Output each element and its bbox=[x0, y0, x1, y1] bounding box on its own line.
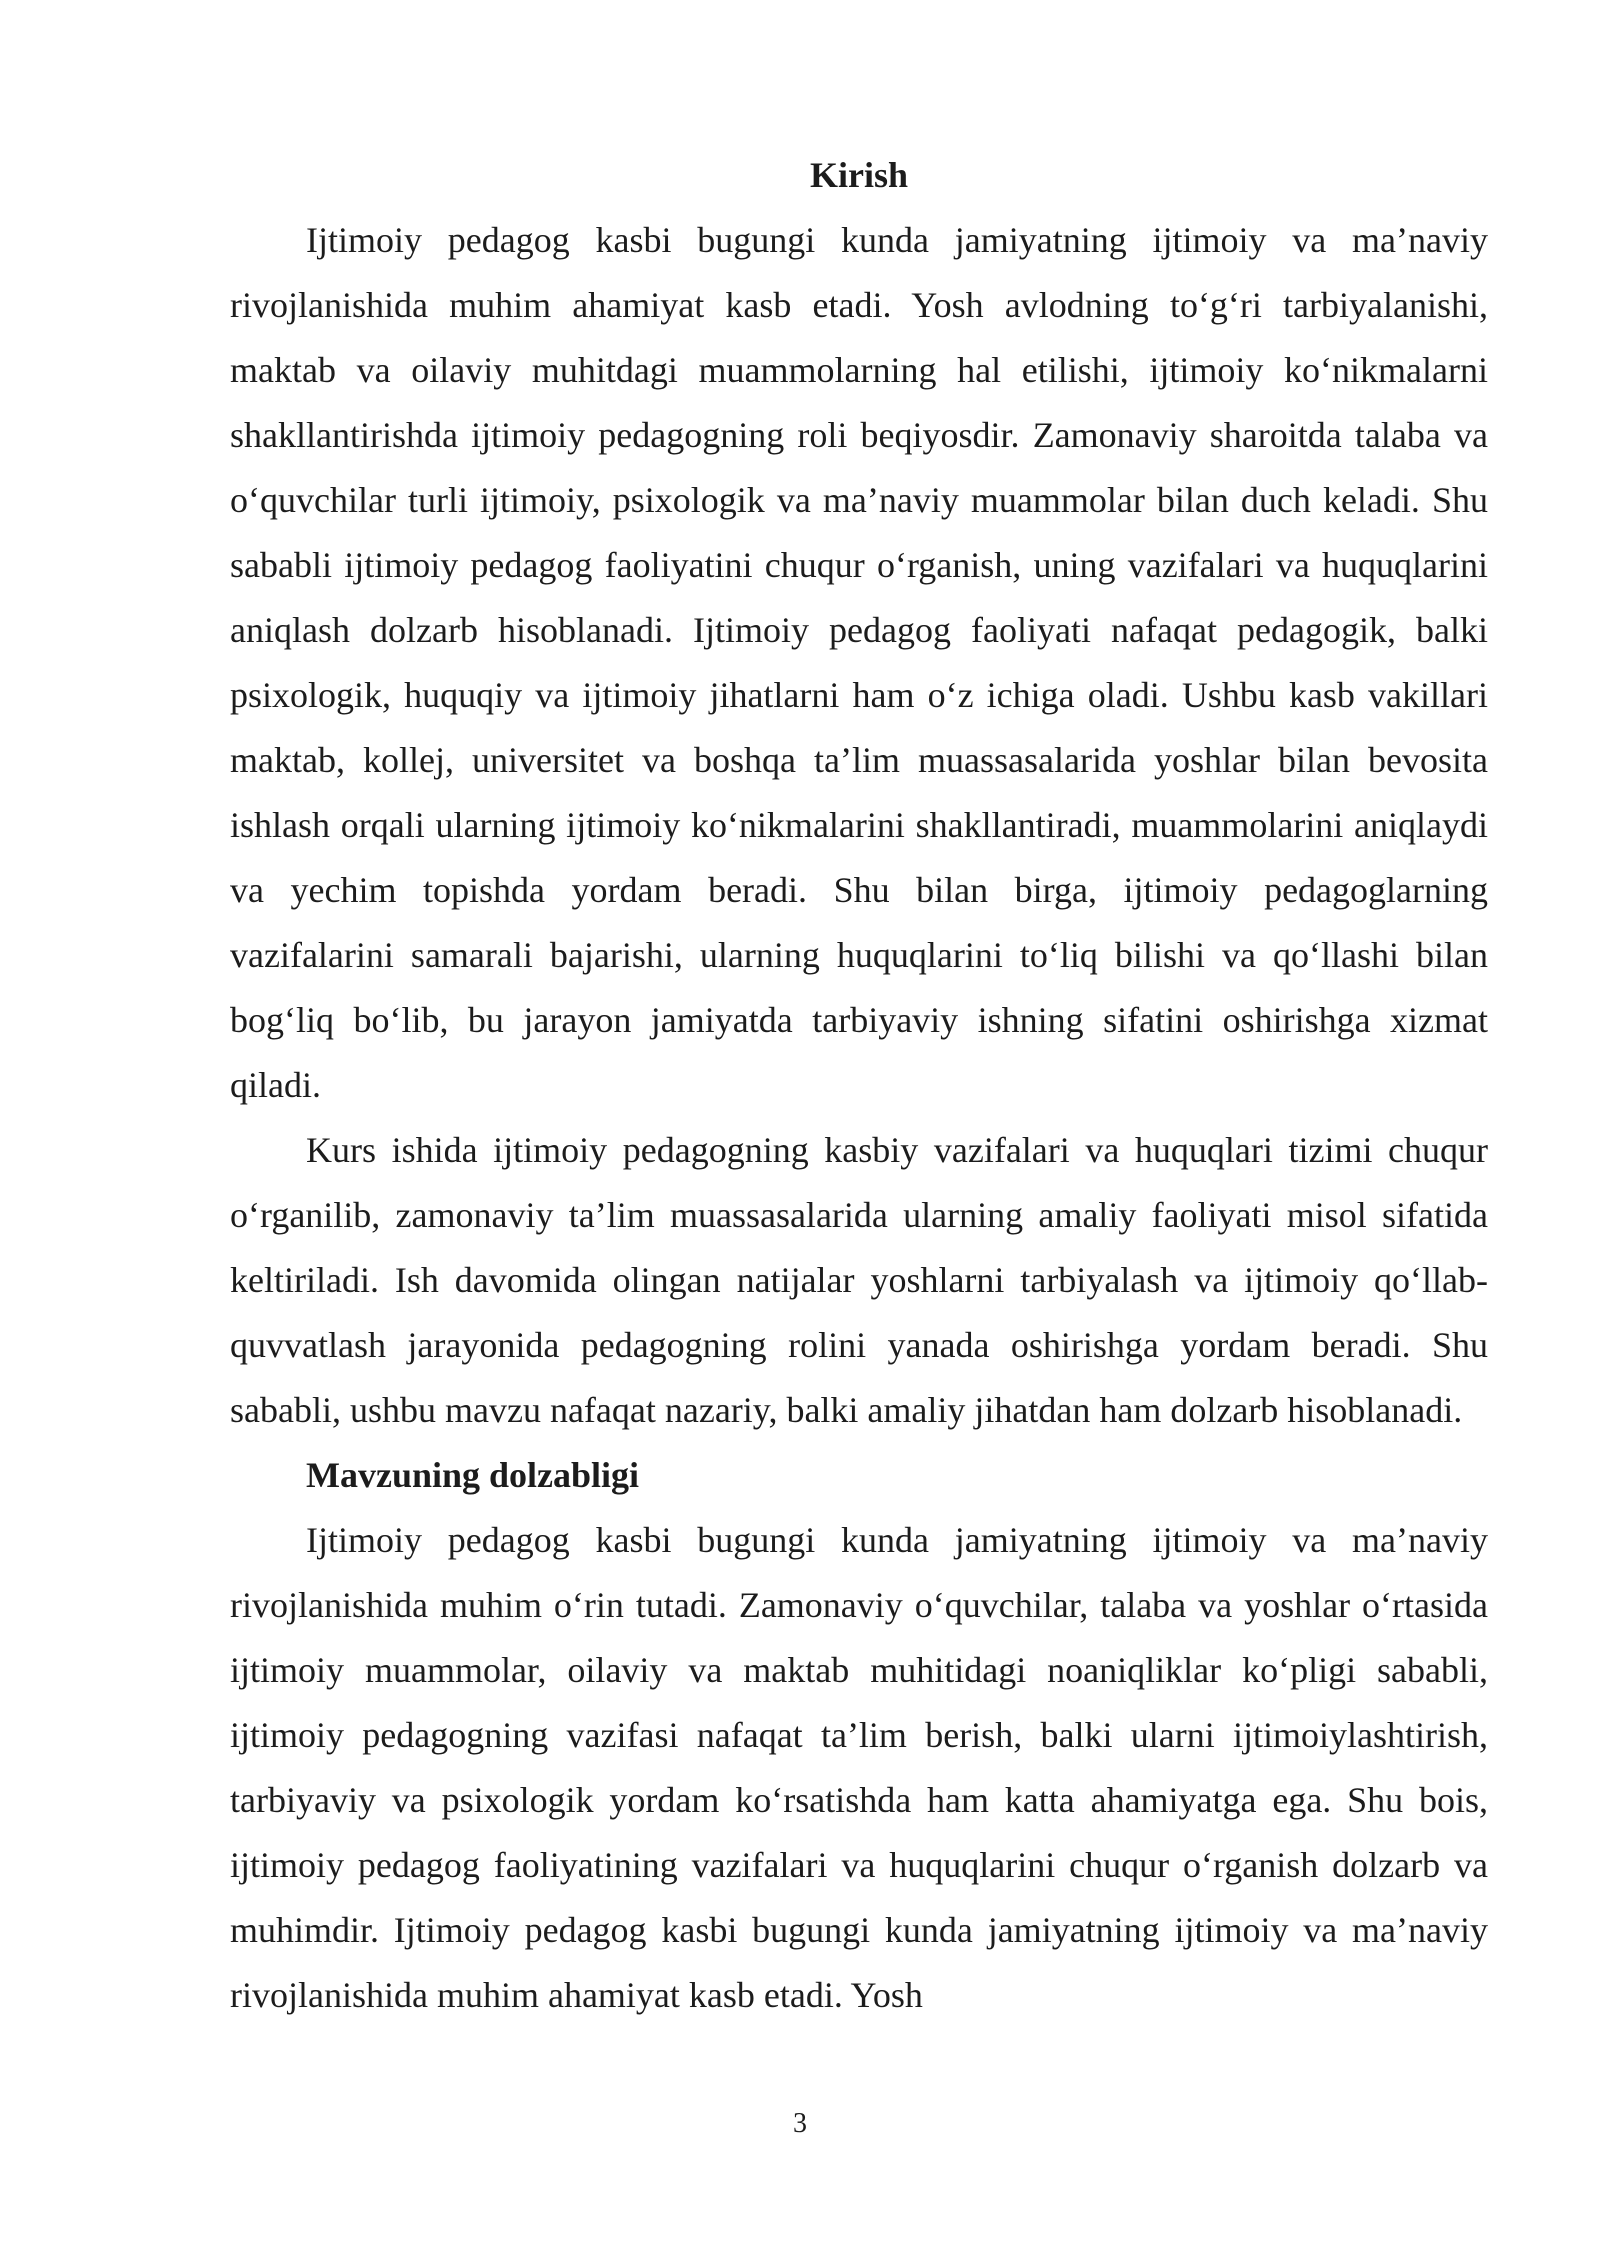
section-heading: Mavzuning dolzabligi bbox=[306, 1455, 640, 1495]
page-number: 3 bbox=[793, 2108, 807, 2139]
section-paragraph: Ijtimoiy pedagog kasbi bugungi kunda jamiyatning ijtimoiy va ma’naviy rivojlanishida muhim o‘rin tutadi. Zamonaviy o‘quvchilar, talaba va yoshlar o‘rtasida ijtimoiy muammolar, oilaviy va maktab muhitidagi noaniqliklar ko‘pligi sababli, ijtimoiy pedagogning vazifasi nafaqat ta’lim berish, balki ularni ijtimoiylashtirish, tarbiyaviy va psixologik yordam ko‘rsatishda ham katta ahamiyatga ega. Shu bois, ijtimoiy pedagog faoliyatining vazifalari va huquqlarini chuqur o‘rganish dolzarb va muhimdir. Ijtimoiy pedagog kasbi bugungi kunda jamiyatning ijtimoiy va ma’naviy rivojlanishida muhim ahamiyat kasb etadi. Yosh bbox=[230, 1520, 1488, 2015]
document-page bbox=[230, 143, 1488, 2028]
page-title: Kirish bbox=[809, 155, 908, 195]
intro-paragraph-2: Kurs ishida ijtimoiy pedagogning kasbiy vazifalari va huquqlari tizimi chuqur o‘rganilib, zamonaviy ta’lim muassasalarida ularning amaliy faoliyati misol sifatida keltiriladi. Ish davomida olingan natijalar yoshlarni tarbiyalash va ijtimoiy qo‘llab-quvvatlash jarayonida pedagogning rolini yanada oshirishga yordam beradi. Shu sababli, ushbu mavzu nafaqat nazariy, balki amaliy jihatdan ham dolzarb hisoblanadi. bbox=[230, 1130, 1488, 1430]
intro-paragraph-1: Ijtimoiy pedagog kasbi bugungi kunda jamiyatning ijtimoiy va ma’naviy rivojlanishida muhim ahamiyat kasb etadi. Yosh avlodning to‘g‘ri tarbiyalanishi, maktab va oilaviy muhitdagi muammolarning hal etilishi, ijtimoiy ko‘nikmalarni shakllantirishda ijtimoiy pedagogning roli beqiyosdir. Zamonaviy sharoitda talaba va o‘quvchilar turli ijtimoiy, psixologik va ma’naviy muammolar bilan duch keladi. Shu sababli ijtimoiy pedagog faoliyatini chuqur o‘rganish, uning vazifalari va huquqlarini aniqlash dolzarb hisoblanadi. Ijtimoiy pedagog faoliyati nafaqat pedagogik, balki psixologik, huquqiy va ijtimoiy jihatlarni ham o‘z ichiga oladi. Ushbu kasb vakillari maktab, kollej, universitet va boshqa ta’lim muassasalarida yoshlar bilan bevosita ishlash orqali ularning ijtimoiy ko‘nikmalarini shakllantiradi, muammolarini aniqlaydi va yechim topishda yordam beradi. Shu bilan birga, ijtimoiy pedagoglarning vazifalarini samarali bajarishi, ularning huquqlarini to‘liq bilishi va qo‘llashi bilan bog‘liq bo‘lib, bu jarayon jamiyatda tarbiyaviy ishning sifatini oshirishga xizmat qiladi. bbox=[230, 220, 1488, 1105]
